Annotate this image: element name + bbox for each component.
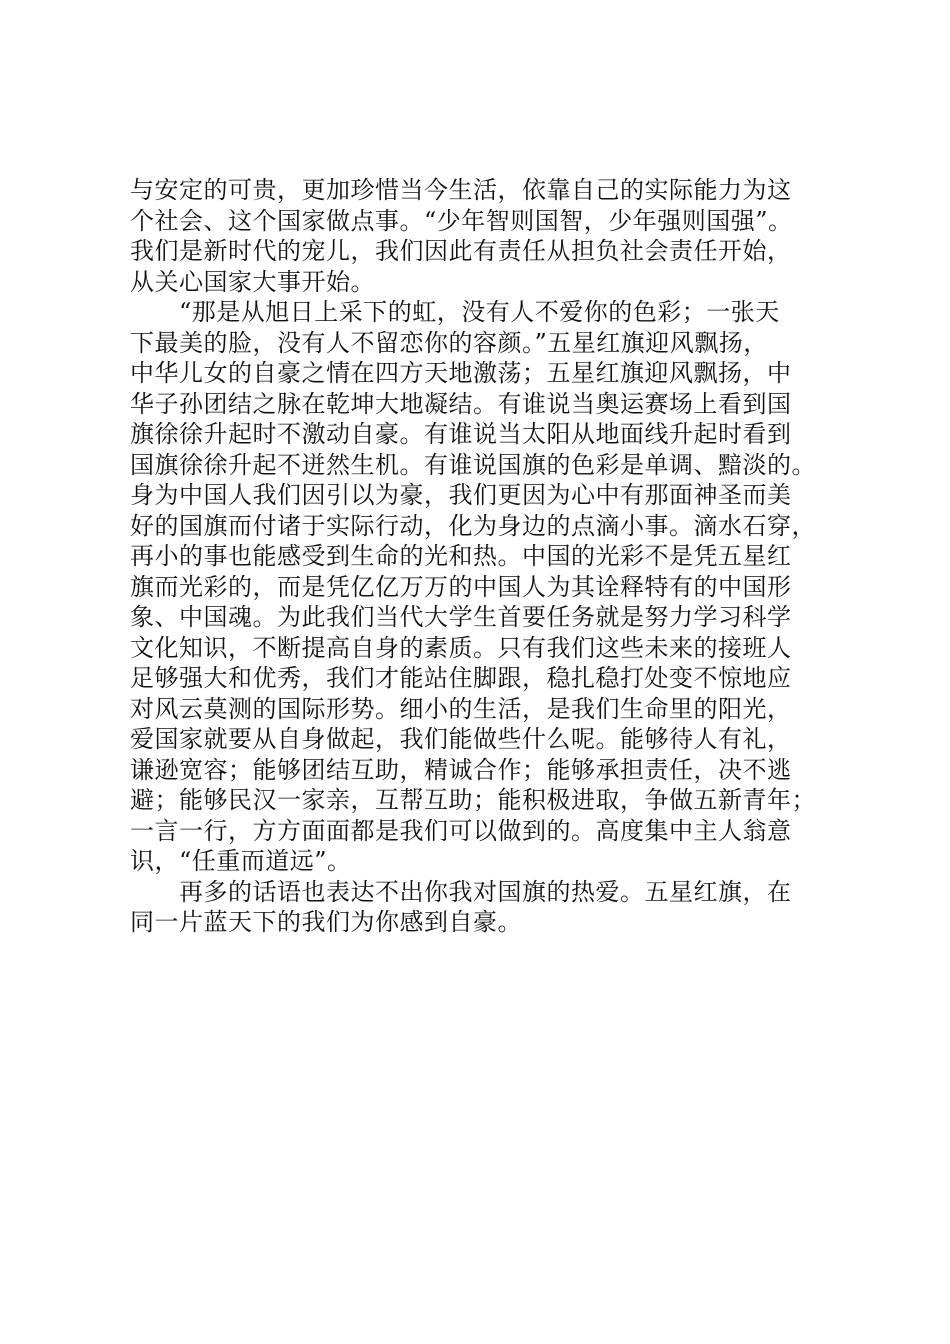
text-line: 中华儿女的自豪之情在四方天地激荡；五星红旗迎风飘扬，中	[130, 359, 792, 387]
text-line: 身为中国人我们因引以为豪，我们更因为心中有那面神圣而美	[130, 481, 792, 509]
text-line: 好的国旗而付诸于实际行动，化为身边的点滴小事。滴水石穿，	[130, 511, 816, 540]
text-line: “那是从旭日上采下的虹，没有人不爱你的色彩；一张天	[130, 298, 780, 326]
text-line: 再多的话语也表达不出你我对国旗的热爱。五星红旗，在	[130, 877, 792, 906]
text-line: 国旗徐徐升起不迸然生机。有谁说国旗的色彩是单调、黯淡的。	[130, 450, 816, 479]
text-line: 爱国家就要从自身做起，我们能做些什么呢。能够待人有礼，	[130, 725, 792, 753]
text-line: 华子孙团结之脉在乾坤大地凝结。有谁说当奥运赛场上看到国	[130, 389, 792, 418]
text-line: 旗徐徐升起时不激动自豪。有谁说当太阳从地面线升起时看到	[130, 420, 792, 448]
text-line: 避；能够民汉一家亲，互帮互助；能积极进取，争做五新青年；	[130, 786, 816, 814]
text-line: 旗而光彩的，而是凭亿亿万万的中国人为其诠释特有的中国形	[130, 572, 792, 601]
text-line: 对风云莫测的国际形势。细小的生活，是我们生命里的阳光，	[130, 694, 792, 723]
text-line: 文化知识，不断提高自身的素质。只有我们这些未来的接班人	[130, 633, 792, 662]
text-line: 从关心国家大事开始。	[130, 267, 375, 296]
text-line: 谦逊宽容；能够团结互助，精诚合作；能够承担责任，决不逃	[130, 755, 792, 784]
text-line: 识，“任重而道远”。	[130, 847, 352, 875]
text-line: 象、中国魂。为此我们当代大学生首要任务就是努力学习科学	[130, 603, 792, 631]
text-line: 同一片蓝天下的我们为你感到自豪。	[130, 908, 522, 936]
text-line: 下最美的脸，没有人不留恋你的容颜。”五星红旗迎风飘扬，	[130, 328, 768, 357]
text-line: 个社会、这个国家做点事。“少年智则国智，少年强则国强”。	[130, 206, 793, 235]
text-line: 足够强大和优秀，我们才能站住脚跟，稳扎稳打处变不惊地应	[130, 664, 792, 692]
text-line: 再小的事也能感受到生命的光和热。中国的光彩不是凭五星红	[130, 542, 792, 570]
text-line: 我们是新时代的宠儿，我们因此有责任从担负社会责任开始，	[130, 237, 792, 265]
text-line: 与安定的可贵，更加珍惜当今生活，依靠自己的实际能力为这	[130, 176, 792, 204]
text-line: 一言一行，方方面面都是我们可以做到的。高度集中主人翁意	[130, 816, 792, 845]
body-text	[130, 175, 852, 938]
